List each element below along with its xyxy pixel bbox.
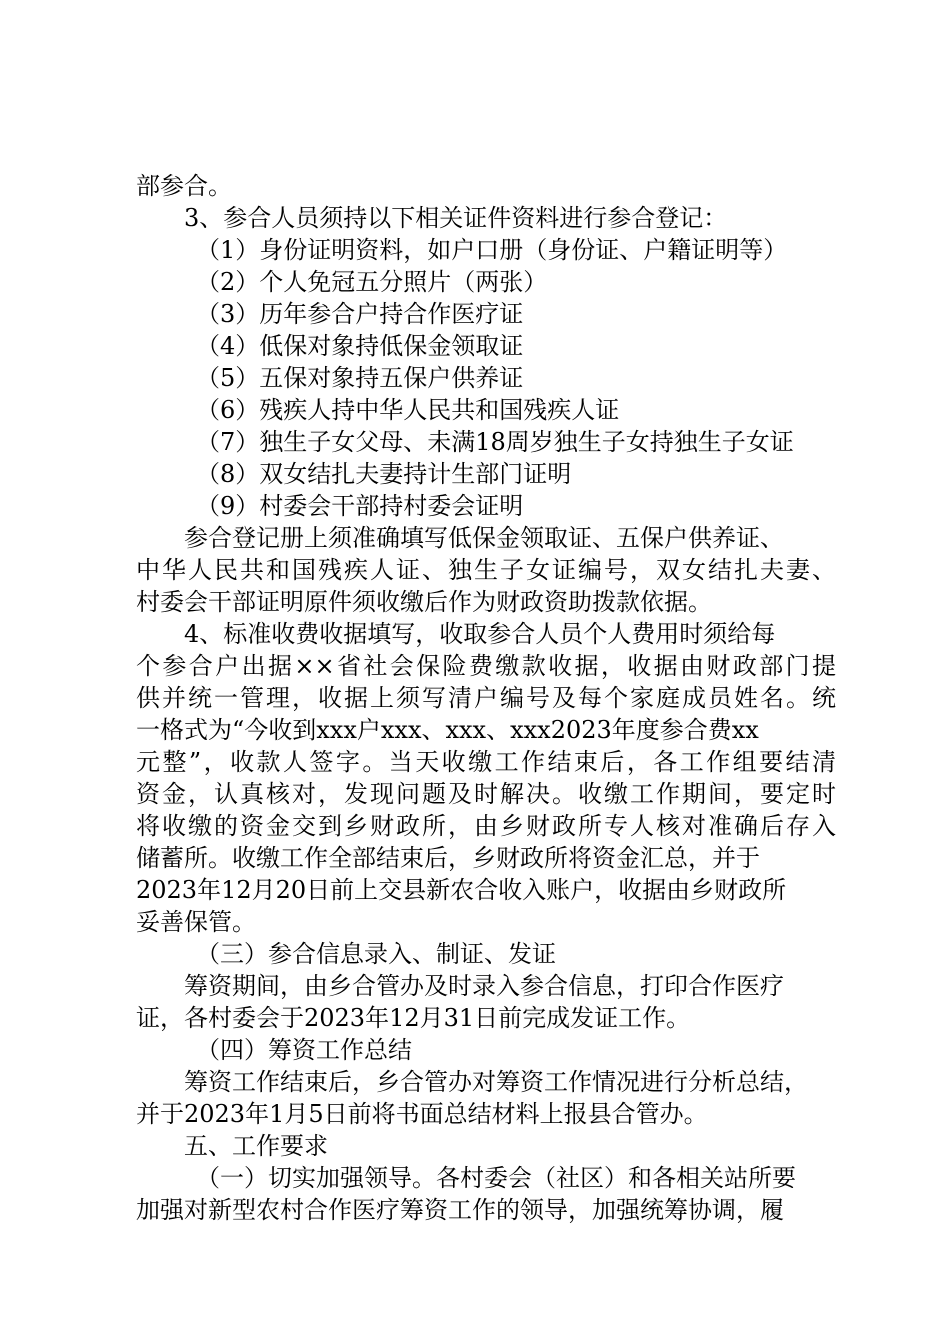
text-line: （四）筹资工作总结 (196, 1036, 412, 1064)
text-line: （5）五保对象持五保户供养证 (196, 364, 524, 392)
text-line: 2023年12月20日前上交县新农合收入账户，收据由乡财政所 (136, 876, 787, 904)
text-line: 筹资期间，由乡合管办及时录入参合信息，打印合作医疗 (184, 972, 784, 1000)
text-line: 个参合户出据××省社会保险费缴款收据，收据由财政部门提 (136, 652, 836, 680)
text-line: （一）切实加强领导。各村委会（社区）和各相关站所要 (196, 1164, 796, 1192)
text-line: （2）个人免冠五分照片（两张） (196, 268, 548, 296)
text-line: 加强对新型农村合作医疗筹资工作的领导，加强统筹协调，履 (136, 1196, 784, 1224)
document-body (136, 170, 836, 1226)
text-line: 资金，认真核对，发现问题及时解决。收缴工作期间，要定时 (136, 780, 836, 808)
text-line: 参合登记册上须准确填写低保金领取证、五保户供养证、 (184, 524, 784, 552)
text-line: 供并统一管理，收据上须写清户编号及每个家庭成员姓名。统 (136, 684, 836, 712)
text-line: 筹资工作结束后，乡合管办对筹资工作情况进行分析总结， (184, 1068, 808, 1096)
text-line: 五、工作要求 (184, 1132, 328, 1160)
text-line: 妥善保管。 (136, 908, 256, 936)
text-line: 3、参合人员须持以下相关证件资料进行参合登记： (184, 204, 728, 232)
text-line: 将收缴的资金交到乡财政所，由乡财政所专人核对准确后存入 (136, 812, 836, 840)
text-line: 储蓄所。收缴工作全部结束后，乡财政所将资金汇总，并于 (136, 844, 760, 872)
text-line: （1）身份证明资料，如户口册（身份证、户籍证明等） (196, 236, 788, 264)
text-line: 中华人民共和国残疾人证、独生子女证编号，双女结扎夫妻、 (136, 556, 836, 584)
text-line: （6）残疾人持中华人民共和国残疾人证 (196, 396, 620, 424)
text-line: （9）村委会干部持村委会证明 (196, 492, 524, 520)
text-line: （三）参合信息录入、制证、发证 (196, 940, 556, 968)
text-line: 元整”，收款人签字。当天收缴工作结束后，各工作组要结清 (136, 748, 836, 776)
text-line: 村委会干部证明原件须收缴后作为财政资助拨款依据。 (136, 588, 712, 616)
text-line: （8）双女结扎夫妻持计生部门证明 (196, 460, 572, 488)
text-line: 并于2023年1月5日前将书面总结材料上报县合管办。 (136, 1100, 708, 1128)
text-line: 一格式为“今收到xxx户xxx、xxx、xxx2023年度参合费xx (136, 716, 759, 744)
text-line: 部参合。 (136, 172, 232, 200)
text-line: （3）历年参合户持合作医疗证 (196, 300, 524, 328)
text-line: 证，各村委会于2023年12月31日前完成发证工作。 (136, 1004, 691, 1032)
text-line: （7）独生子女父母、未满18周岁独生子女持独生子女证 (196, 428, 794, 456)
text-line: （4）低保对象持低保金领取证 (196, 332, 524, 360)
text-line: 4、标准收费收据填写，收取参合人员个人费用时须给每 (184, 620, 776, 648)
